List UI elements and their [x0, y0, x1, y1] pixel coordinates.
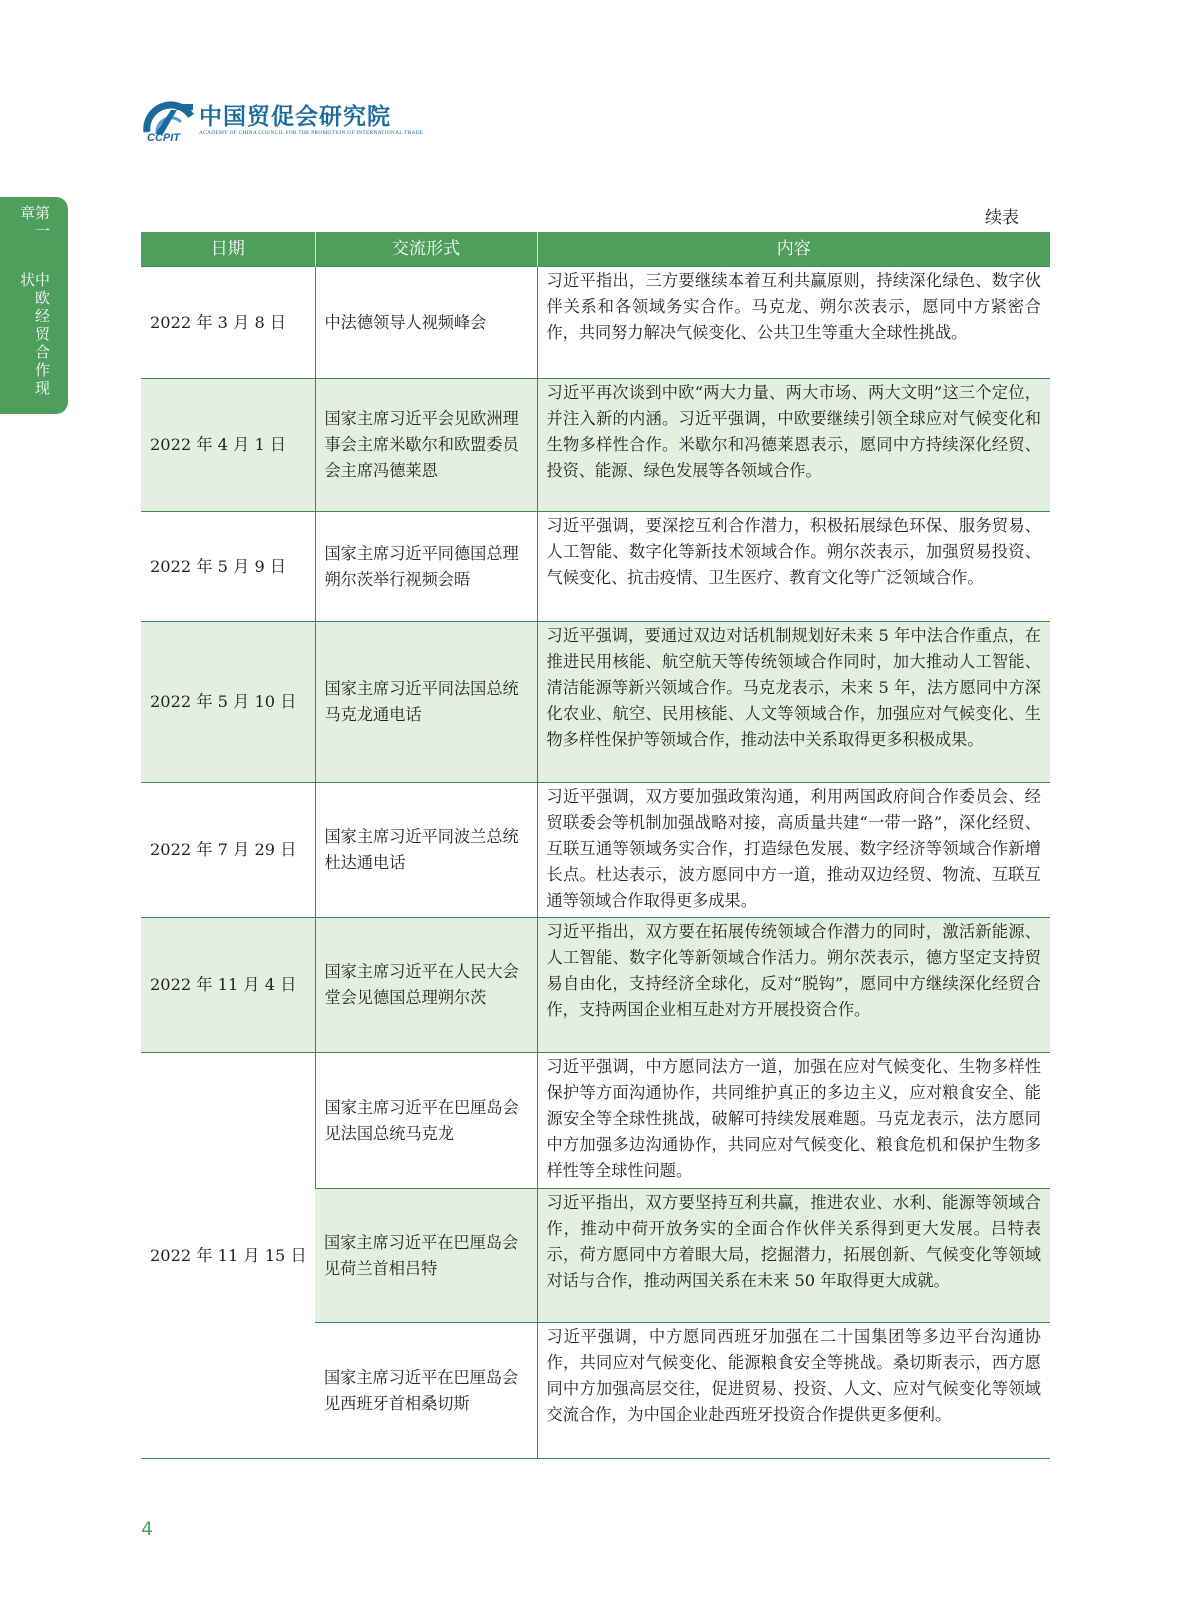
- row-form: 国家主席习近平同波兰总统杜达通电话: [315, 783, 537, 918]
- row-form: 中法德领导人视频峰会: [315, 267, 537, 379]
- org-subtitle: ACADEMY OF CHINA COUNCIL FOR THE PROMOTION OF INTERNATIONAL TRADE: [199, 130, 424, 136]
- table-row: [141, 783, 1050, 918]
- table-row: [141, 267, 1050, 379]
- chapter-number: 第一章: [18, 205, 51, 241]
- row-content: 习近平强调，中方愿同法方一道，加强在应对气候变化、生物多样性保护等方面沟通协作，共同维护真正的多边主义，应对粮食安全、能源安全等全球性挑战，破解可持续发展难题。马克龙表示，法方愿同中方加强多边沟通协作，共同应对气候变化、粮食危机和保护生物多样性等全球性问题。: [537, 1053, 1050, 1189]
- row-content: 习近平再次谈到中欧“两大力量、两大市场、两大文明”这三个定位，并注入新的内涵。习近平强调，中欧要继续引领全球应对气候变化和生物多样性合作。米歇尔和冯德莱恩表示，愿同中方持续深化经贸、投资、能源、绿色发展等各领域合作。: [537, 379, 1050, 512]
- chapter-title: 中欧经贸合作现状: [18, 272, 51, 399]
- row-form: 国家主席习近平会见欧洲理事会主席米歇尔和欧盟委员会主席冯德莱恩: [315, 379, 537, 512]
- continued-label: 续表: [985, 208, 1019, 228]
- row-content: 习近平强调，要深挖互利合作潜力，积极拓展绿色环保、服务贸易、人工智能、数字化等新技术领域合作。朔尔茨表示，加强贸易投资、气候变化、抗击疫情、卫生医疗、教育文化等广泛领域合作。: [537, 512, 1050, 622]
- table-row: [141, 379, 1050, 512]
- row-form: 国家主席习近平在巴厘岛会见荷兰首相吕特: [315, 1189, 537, 1323]
- table-header-row: [141, 232, 1050, 267]
- page-number: 4: [141, 1518, 154, 1540]
- row-date: 2022 年 5 月 9 日: [141, 512, 315, 622]
- exchange-table: [141, 232, 1050, 1459]
- table-row: [141, 622, 1050, 783]
- logo-abbreviation: CCPIT: [147, 132, 180, 144]
- header-content: 内容: [537, 232, 1050, 267]
- chapter-side-tab: [0, 197, 68, 414]
- row-form: 国家主席习近平在巴厘岛会见法国总统马克龙: [315, 1053, 537, 1189]
- row-form: 国家主席习近平在人民大会堂会见德国总理朔尔茨: [315, 918, 537, 1053]
- row-content: 习近平指出，三方要继续本着互利共赢原则，持续深化绿色、数字伙伴关系和各领域务实合作。马克龙、朔尔茨表示，愿同中方紧密合作，共同努力解决气候变化、公共卫生等重大全球性挑战。: [537, 267, 1050, 379]
- table-row: [141, 512, 1050, 622]
- org-name: 中国贸促会研究院: [199, 104, 391, 130]
- header-form: 交流形式: [315, 232, 537, 267]
- row-content: 习近平指出，双方要在拓展传统领域合作潜力的同时，激活新能源、人工智能、数字化等新领域合作活力。朔尔茨表示，德方坚定支持贸易自由化，支持经济全球化，反对“脱钩”，愿同中方继续深化经贸合作，支持两国企业相互赴对方开展投资合作。: [537, 918, 1050, 1053]
- row-content: 习近平强调，双方要加强政策沟通，利用两国政府间合作委员会、经贸联委会等机制加强战略对接，高质量共建“一带一路”，深化经贸、互联互通等领域务实合作，打造绿色发展、数字经济等领域合作新增长点。杜达表示，波方愿同中方一道，推动双边经贸、物流、互联互通等领域合作取得更多成果。: [537, 783, 1050, 918]
- row-date: 2022 年 4 月 1 日: [141, 379, 315, 512]
- ccpit-logo: [141, 96, 441, 148]
- table-row: [141, 918, 1050, 1053]
- row-content: 习近平指出，双方要坚持互利共赢，推进农业、水利、能源等领域合作，推动中荷开放务实的全面合作伙伴关系得到更大发展。吕特表示，荷方愿同中方着眼大局，挖掘潜力，拓展创新、气候变化等领域对话与合作，推动两国关系在未来 50 年取得更大成就。: [537, 1189, 1050, 1323]
- row-date: 2022 年 5 月 10 日: [141, 622, 315, 783]
- row-form: 国家主席习近平在巴厘岛会见西班牙首相桑切斯: [315, 1323, 537, 1459]
- table-row: [141, 1053, 1050, 1189]
- row-form: 国家主席习近平同法国总统马克龙通电话: [315, 622, 537, 783]
- row-date: 2022 年 7 月 29 日: [141, 783, 315, 918]
- row-date: 2022 年 11 月 4 日: [141, 918, 315, 1053]
- header-date: 日期: [141, 232, 315, 267]
- row-content: 习近平强调，中方愿同西班牙加强在二十国集团等多边平台沟通协作，共同应对气候变化、能源粮食安全等挑战。桑切斯表示，西方愿同中方加强高层交往，促进贸易、投资、人文、应对气候变化等领域交流合作，为中国企业赴西班牙投资合作提供更多便利。: [537, 1323, 1050, 1459]
- row-form: 国家主席习近平同德国总理朔尔茨举行视频会晤: [315, 512, 537, 622]
- row-date: 2022 年 3 月 8 日: [141, 267, 315, 379]
- row-content: 习近平强调，要通过双边对话机制规划好未来 5 年中法合作重点，在推进民用核能、航空航天等传统领域合作同时，加大推动人工智能、清洁能源等新兴领域合作。马克龙表示，未来 5 年，法方愿同中方深化农业、航空、民用核能、人文等领域合作，加强应对气候变化、生物多样性保护等领域合作，推动法中关系取得更多积极成果。: [537, 622, 1050, 783]
- row-date: 2022 年 11 月 15 日: [141, 1053, 315, 1459]
